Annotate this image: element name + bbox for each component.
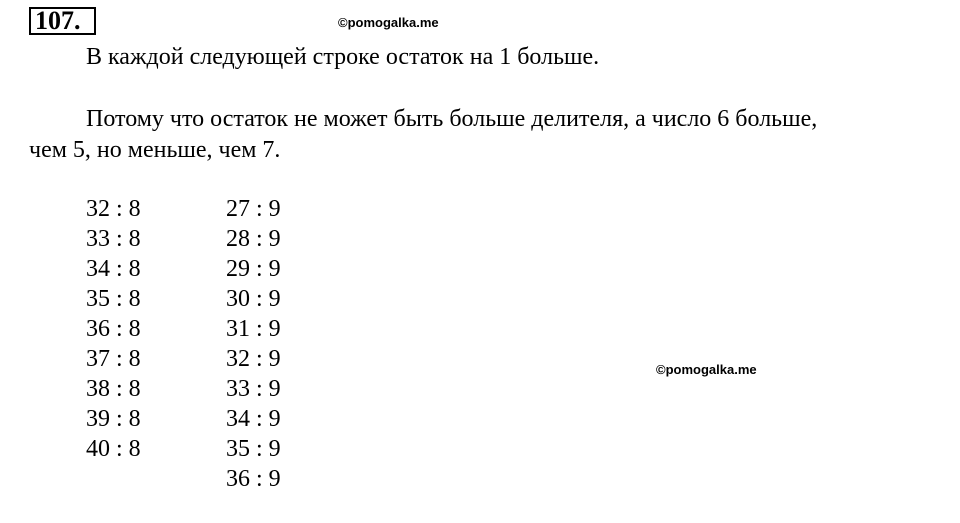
division-row: 29 : 9 [226,256,281,282]
watermark-middle: ©pomogalka.me [656,362,757,377]
division-column-right [226,194,281,494]
division-row: 34 : 8 [86,256,141,282]
division-row: 32 : 9 [226,346,281,372]
division-row: 39 : 8 [86,406,141,432]
division-row: 37 : 8 [86,346,141,372]
problem-number: 107. [29,7,96,35]
division-row: 36 : 9 [226,466,281,492]
division-row: 33 : 9 [226,376,281,402]
division-row: 28 : 9 [226,226,281,252]
division-row: 40 : 8 [86,436,141,462]
division-row: 36 : 8 [86,316,141,342]
paragraph-2-line-2: чем 5, но меньше, чем 7. [29,137,281,163]
division-row: 35 : 8 [86,286,141,312]
division-row: 34 : 9 [226,406,281,432]
paragraph-1: В каждой следующей строке остаток на 1 больше. [86,44,600,70]
division-row: 31 : 9 [226,316,281,342]
division-row: 35 : 9 [226,436,281,462]
division-row: 33 : 8 [86,226,141,252]
division-row: 32 : 8 [86,196,141,222]
paragraph-2-line-1: Потому что остаток не может быть больше делителя, а число 6 больше, [86,106,818,132]
division-column-left [86,194,141,464]
division-row: 27 : 9 [226,196,281,222]
watermark-top: ©pomogalka.me [338,15,439,30]
division-row: 30 : 9 [226,286,281,312]
division-row: 38 : 8 [86,376,141,402]
